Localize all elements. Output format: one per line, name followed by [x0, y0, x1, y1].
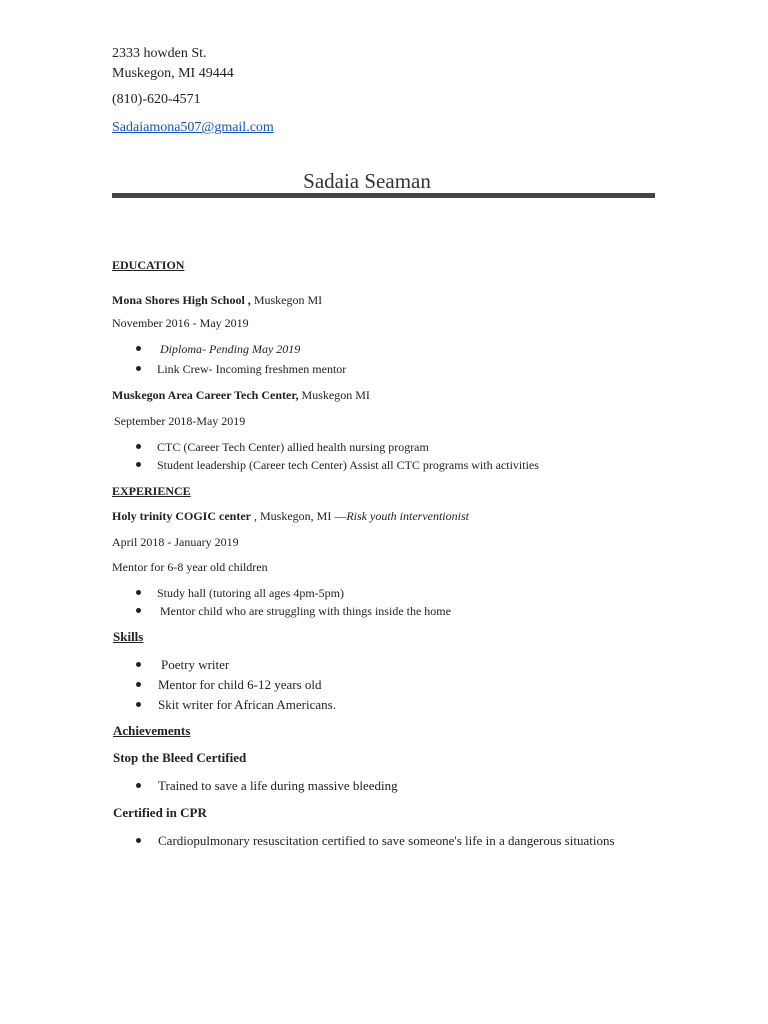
list-item: Trained to save a life during massive bleeding: [158, 778, 398, 793]
school-location: Muskegon MI: [250, 293, 323, 307]
experience-dates: April 2018 - January 2019: [112, 535, 239, 549]
bullet-icon: [136, 366, 141, 371]
school-name: Muskegon Area Career Tech Center,: [112, 388, 299, 402]
experience-title: [112, 510, 469, 522]
experience-description: Mentor for 6-8 year old children: [112, 560, 268, 574]
list-item: Study hall (tutoring all ages 4pm-5pm): [157, 586, 344, 600]
list-item: Link Crew- Incoming freshmen mentor: [157, 362, 347, 376]
list-item: Poetry writer: [161, 657, 230, 672]
school-name: Mona Shores High School ,: [112, 293, 251, 307]
bullet-icon: [136, 346, 141, 351]
address-city: Muskegon, MI 49444: [112, 66, 234, 81]
address-street: 2333 howden St.: [112, 46, 207, 61]
list-item: CTC (Career Tech Center) allied health nursing program: [157, 440, 429, 454]
role-title: Risk youth interventionist: [346, 509, 469, 523]
phone-number: (810)-620-4571: [112, 92, 201, 107]
experience-heading: EXPERIENCE: [112, 484, 191, 498]
bullet-icon: [136, 682, 141, 687]
education-entry-1-dates: November 2016 - May 2019: [112, 316, 249, 330]
education-entry-2-dates: September 2018-May 2019: [114, 414, 246, 428]
page-title: Sadaia Seaman: [303, 169, 431, 193]
list-item: Mentor child who are struggling with things inside the home: [160, 604, 451, 618]
skills-heading: Skills: [113, 629, 144, 644]
bullet-icon: [136, 590, 141, 595]
list-item: Cardiopulmonary resuscitation certified to save someone's life in a dangerous situations: [158, 833, 615, 848]
achievement-title: Stop the Bleed Certified: [113, 750, 247, 765]
achievement-title: Certified in CPR: [113, 805, 207, 820]
org-name: Holy trinity COGIC center: [112, 509, 251, 523]
org-location: , Muskegon, MI —: [250, 509, 347, 523]
list-item: Skit writer for African Americans.: [158, 697, 336, 712]
bullet-icon: [136, 702, 141, 707]
bullet-icon: [136, 608, 141, 613]
education-entry-1-title: [112, 294, 322, 306]
education-heading: EDUCATION: [112, 258, 185, 272]
bullet-icon: [136, 462, 141, 467]
bullet-icon: [136, 662, 141, 667]
school-location: Muskegon MI: [298, 388, 370, 402]
list-item: Mentor for child 6-12 years old: [158, 677, 322, 692]
title-divider: [112, 193, 655, 198]
achievements-heading: Achievements: [113, 723, 191, 738]
bullet-icon: [136, 838, 141, 843]
email-link[interactable]: Sadaiamona507@gmail.com: [112, 120, 274, 135]
list-item: Diploma- Pending May 2019: [160, 342, 301, 356]
bullet-icon: [136, 783, 141, 788]
list-item: Student leadership (Career tech Center) Assist all CTC programs with activities: [157, 458, 539, 472]
bullet-icon: [136, 444, 141, 449]
education-entry-2-title: [112, 389, 370, 401]
